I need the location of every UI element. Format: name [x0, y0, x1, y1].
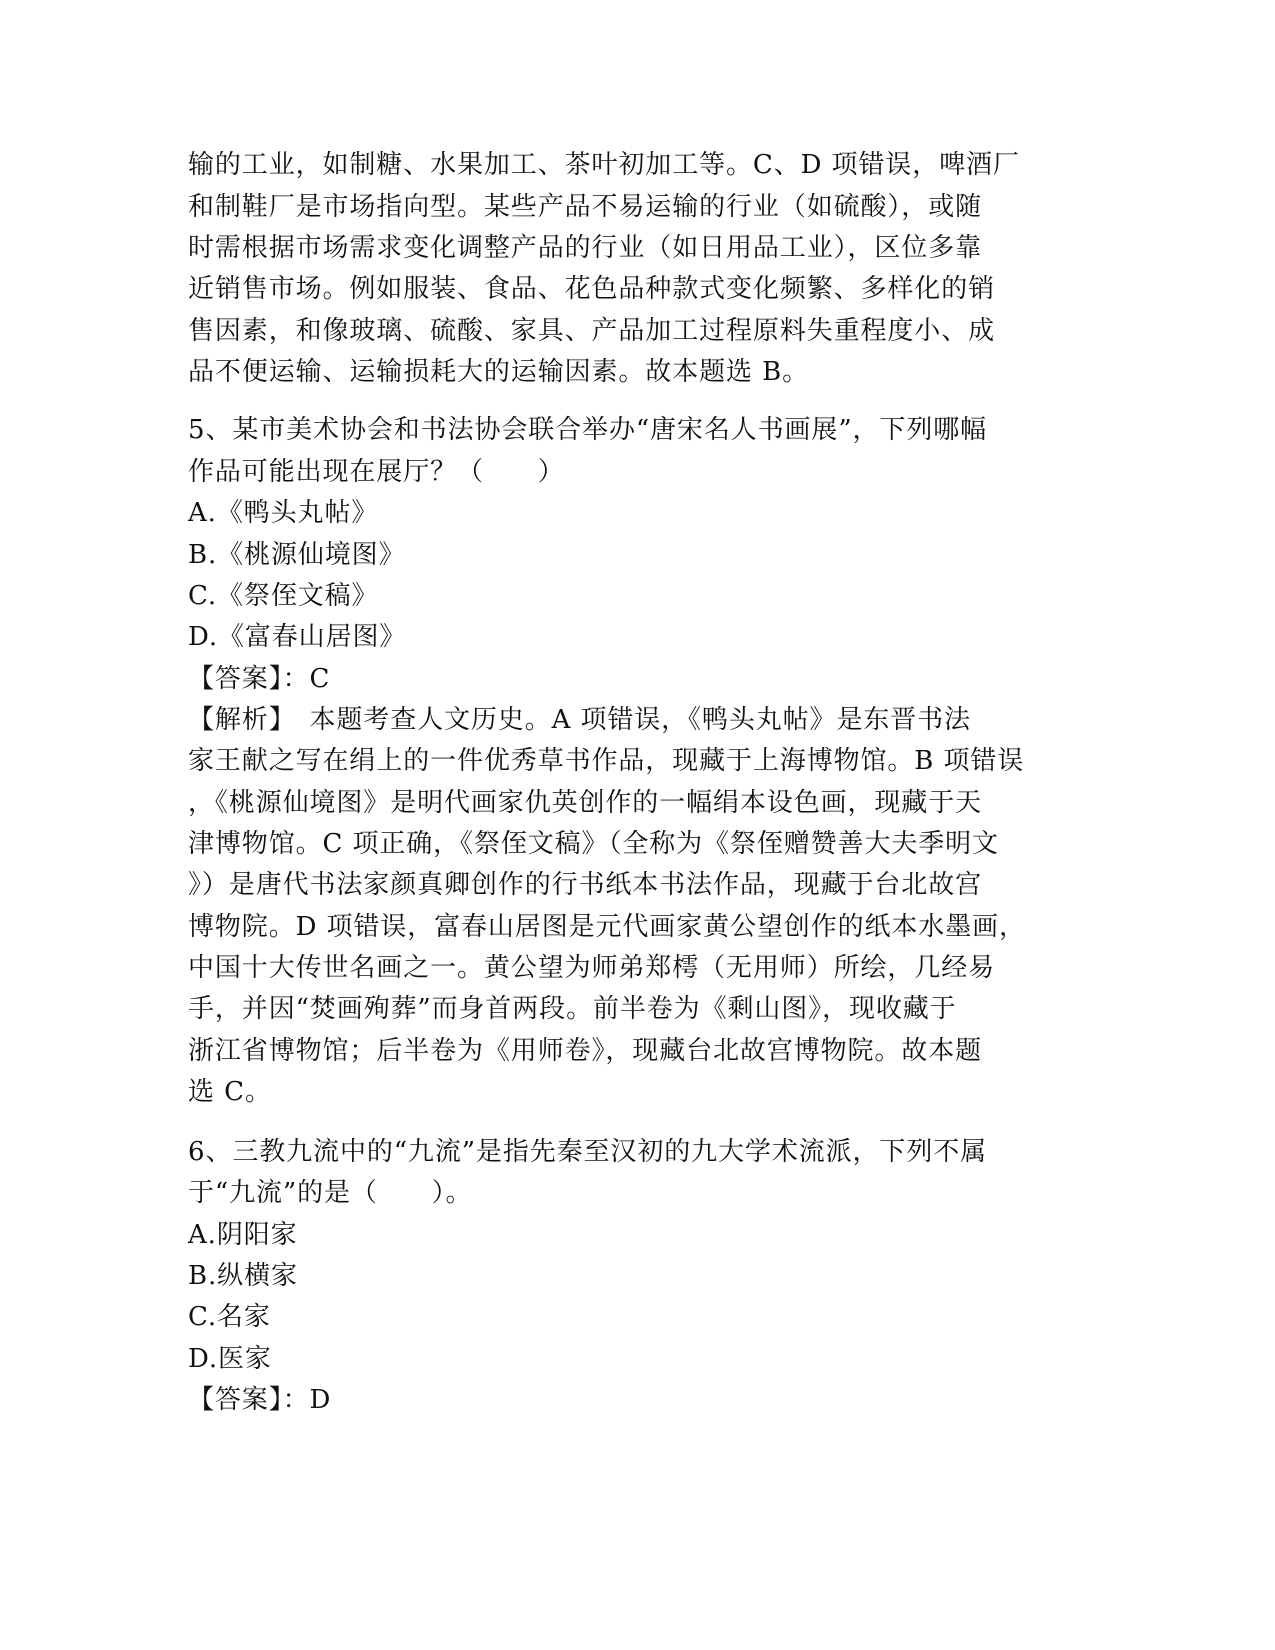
q5-analysis-line: 》）是唐代书法家颜真卿创作的行书纸本书法作品，现藏于台北故宫: [188, 870, 983, 900]
q5-analysis-line: 中国十大传世名画之一。黄公望为师弟郑樗（无用师）所绘，几经易: [188, 953, 996, 983]
continuation-line: 售因素，和像玻璃、硫酸、家具、产品加工过程原料失重程度小、成: [188, 316, 996, 346]
q6-stem-line: 于“九流”的是（ ）。: [188, 1178, 473, 1208]
q5-option-d: D.《富春山居图》: [188, 622, 407, 652]
continuation-line: 和制鞋厂是市场指向型。某些产品不易运输的行业（如硫酸），或随: [188, 192, 983, 222]
q5-analysis-line: 家王献之写在绢上的一件优秀草书作品，现藏于上海博物馆。B 项错误: [188, 746, 1025, 776]
q5-option-c: C.《祭侄文稿》: [188, 581, 379, 611]
q5-stem-line: 5、某市美术协会和书法协会联合举办“唐宋名人书画展”，下列哪幅: [188, 415, 988, 445]
continuation-line: 时需根据市场需求变化调整产品的行业（如日用品工业），区位多靠: [188, 233, 983, 263]
continuation-line: 输的工业，如制糖、水果加工、茶叶初加工等。C、D 项错误，啤酒厂: [188, 150, 1020, 180]
q5-analysis-line: 博物院。D 项错误，富春山居图是元代画家黄公望创作的纸本水墨画，: [188, 912, 1026, 942]
q6-answer: 【答案】：D: [188, 1385, 332, 1415]
q5-answer: 【答案】：C: [188, 664, 331, 694]
q5-analysis-line: 手，并因“焚画殉葬”而身首两段。前半卷为《剩山图》，现收藏于: [188, 994, 957, 1024]
q5-option-b: B.《桃源仙境图》: [188, 540, 406, 570]
q5-analysis-line: 津博物馆。C 项正确，《祭侄文稿》（全称为《祭侄赠赞善大夫季明文: [188, 829, 999, 859]
continuation-line: 品不便运输、运输损耗大的运输因素。故本题选 B。: [188, 357, 809, 387]
q6-option-c: C.名家: [188, 1302, 271, 1332]
q5-stem-line: 作品可能出现在展厅？（ ）: [188, 457, 565, 487]
q5-analysis-line: 浙江省博物馆；后半卷为《用师卷》，现藏台北故宫博物院。故本题: [188, 1036, 983, 1066]
q5-analysis-line: ，《桃源仙境图》是明代画家仇英创作的一幅绢本设色画，现藏于天: [188, 788, 983, 818]
q5-analysis-line: 【解析】 本题考查人文历史。A 项错误，《鸭头丸帖》是东晋书法: [188, 705, 971, 735]
q6-option-d: D.医家: [188, 1344, 272, 1374]
q6-option-b: B.纵横家: [188, 1261, 298, 1291]
q5-analysis-line: 选 C。: [188, 1077, 272, 1107]
q6-stem-line: 6、三教九流中的“九流”是指先秦至汉初的九大学术流派，下列不属: [188, 1137, 988, 1167]
q6-option-a: A.阴阳家: [188, 1220, 298, 1250]
q5-option-a: A.《鸭头丸帖》: [188, 498, 379, 528]
continuation-line: 近销售市场。例如服装、食品、花色品种款式变化频繁、多样化的销: [188, 274, 996, 304]
